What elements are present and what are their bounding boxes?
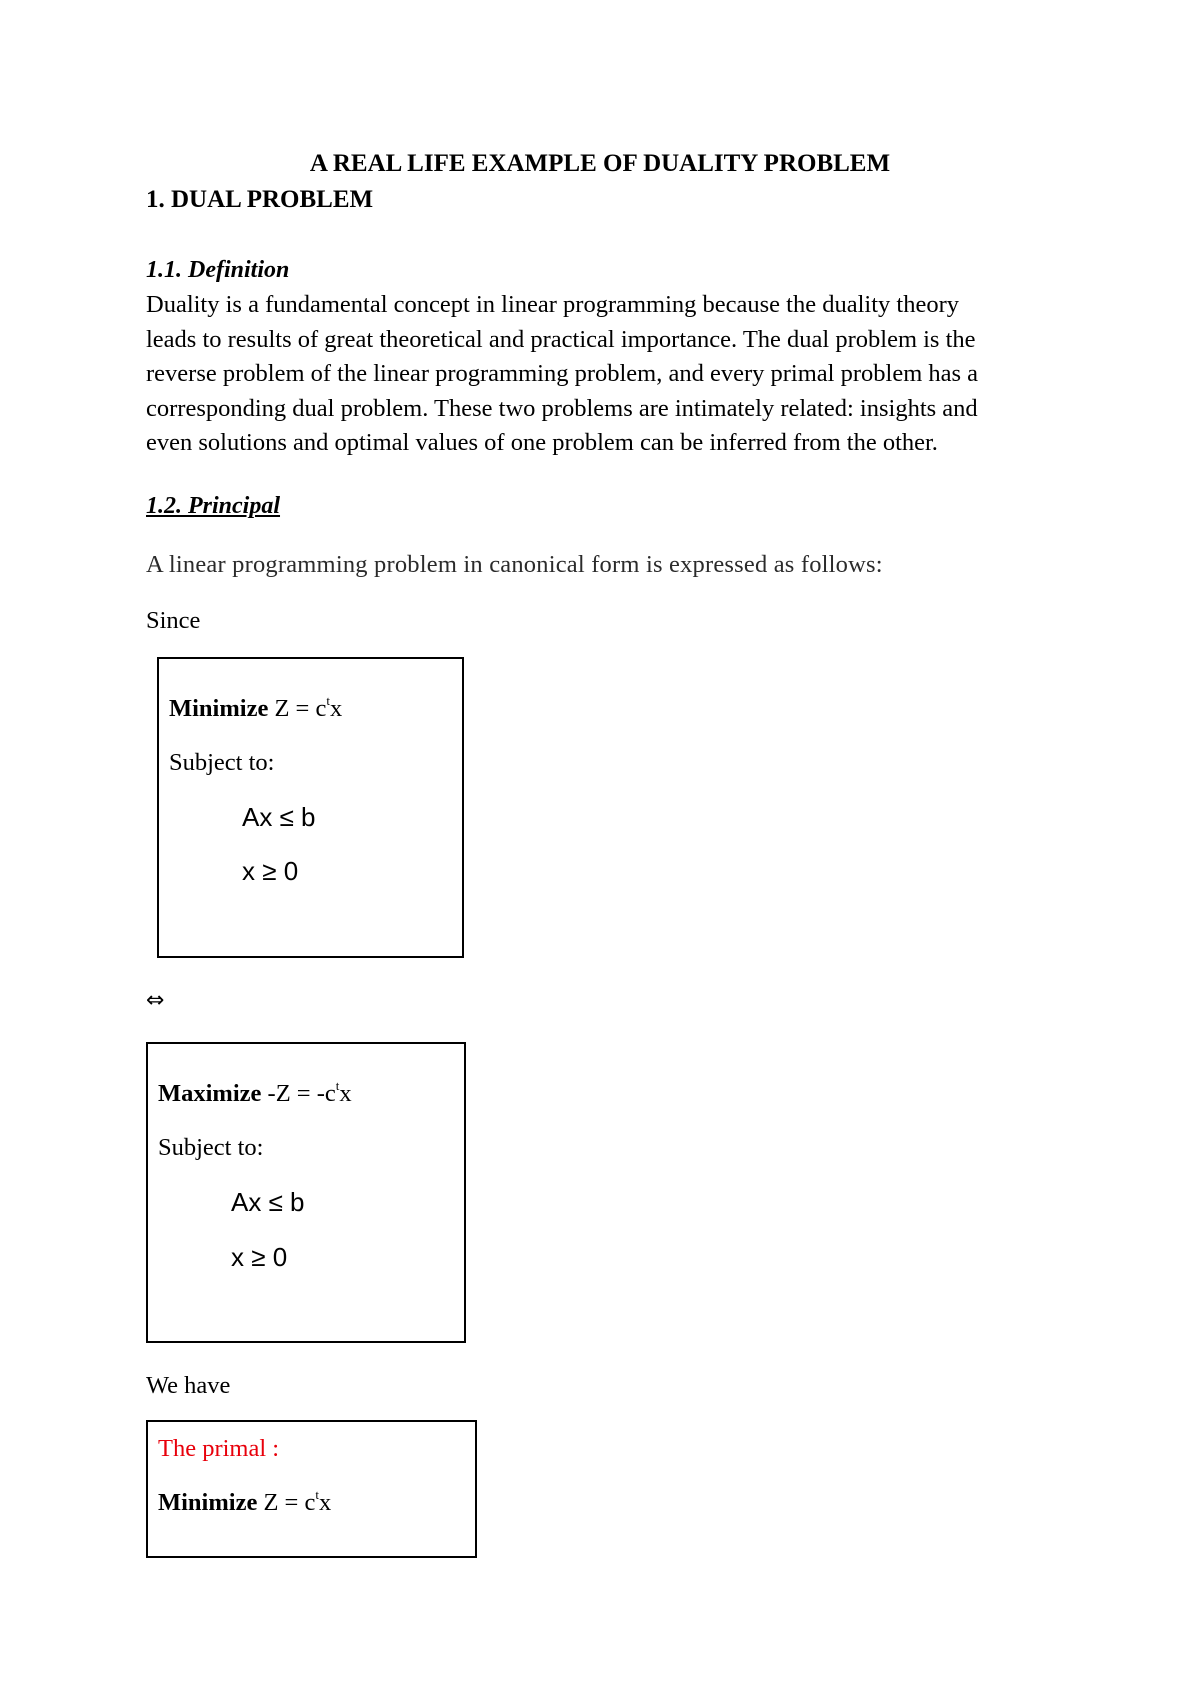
paragraph-line: corresponding dual problem. These two problems are intimately related: insights and [146,394,978,422]
transpose-superscript: t [335,1078,340,1093]
subject-to-label: Subject to: [169,749,275,776]
objective-line [169,693,342,725]
minimize-problem-box [157,657,464,958]
maximize-keyword: Maximize [158,1080,262,1107]
constraint-ax-le-b: Ax ≤ b [242,802,316,832]
section-heading-dual-problem: 1. DUAL PROBLEM [146,186,374,213]
since-text: Since [146,607,201,634]
objective-variable: x [330,695,343,722]
constraint-x-ge-0: x ≥ 0 [231,1242,288,1272]
equivalence-symbol: ⇔ [146,988,165,1013]
primal-problem-box [146,1420,477,1558]
definition-paragraph [146,288,1066,461]
subject-to-label: Subject to: [158,1134,264,1161]
subsection-heading-principal: 1.2. Principal [146,493,281,519]
transpose-superscript: t [326,693,330,708]
objective-expression: Z = c [257,1489,316,1516]
canonical-form-intro: A linear programming problem in canonical form is expressed as follows: [146,551,883,578]
we-have-text: We have [146,1372,231,1399]
paragraph-line: reverse problem of the linear programming problem, and every primal problem has a [146,360,979,388]
constraint-x-ge-0: x ≥ 0 [242,856,299,886]
objective-variable: x [339,1080,352,1107]
primal-label: The primal : [158,1435,280,1462]
paragraph-line: Duality is a fundamental concept in linear programming because the duality theory [146,291,959,318]
minimize-keyword: Minimize [169,695,269,722]
objective-expression: Z = c [268,695,327,722]
objective-variable: x [319,1489,332,1516]
minimize-keyword: Minimize [158,1489,258,1516]
constraint-ax-le-b: Ax ≤ b [231,1187,305,1217]
subsection-heading-definition: 1.1. Definition [146,257,290,283]
document-title: A REAL LIFE EXAMPLE OF DUALITY PROBLEM [309,150,891,177]
objective-expression: -Z = -c [261,1080,336,1107]
objective-line [158,1078,352,1110]
transpose-superscript: t [315,1487,319,1502]
objective-line [158,1487,331,1519]
paragraph-line: even solutions and optimal values of one problem can be inferred from the other. [146,429,938,457]
maximize-problem-box [146,1042,466,1343]
paragraph-line: leads to results of great theoretical and practical importance. The dual problem is the [146,325,976,353]
